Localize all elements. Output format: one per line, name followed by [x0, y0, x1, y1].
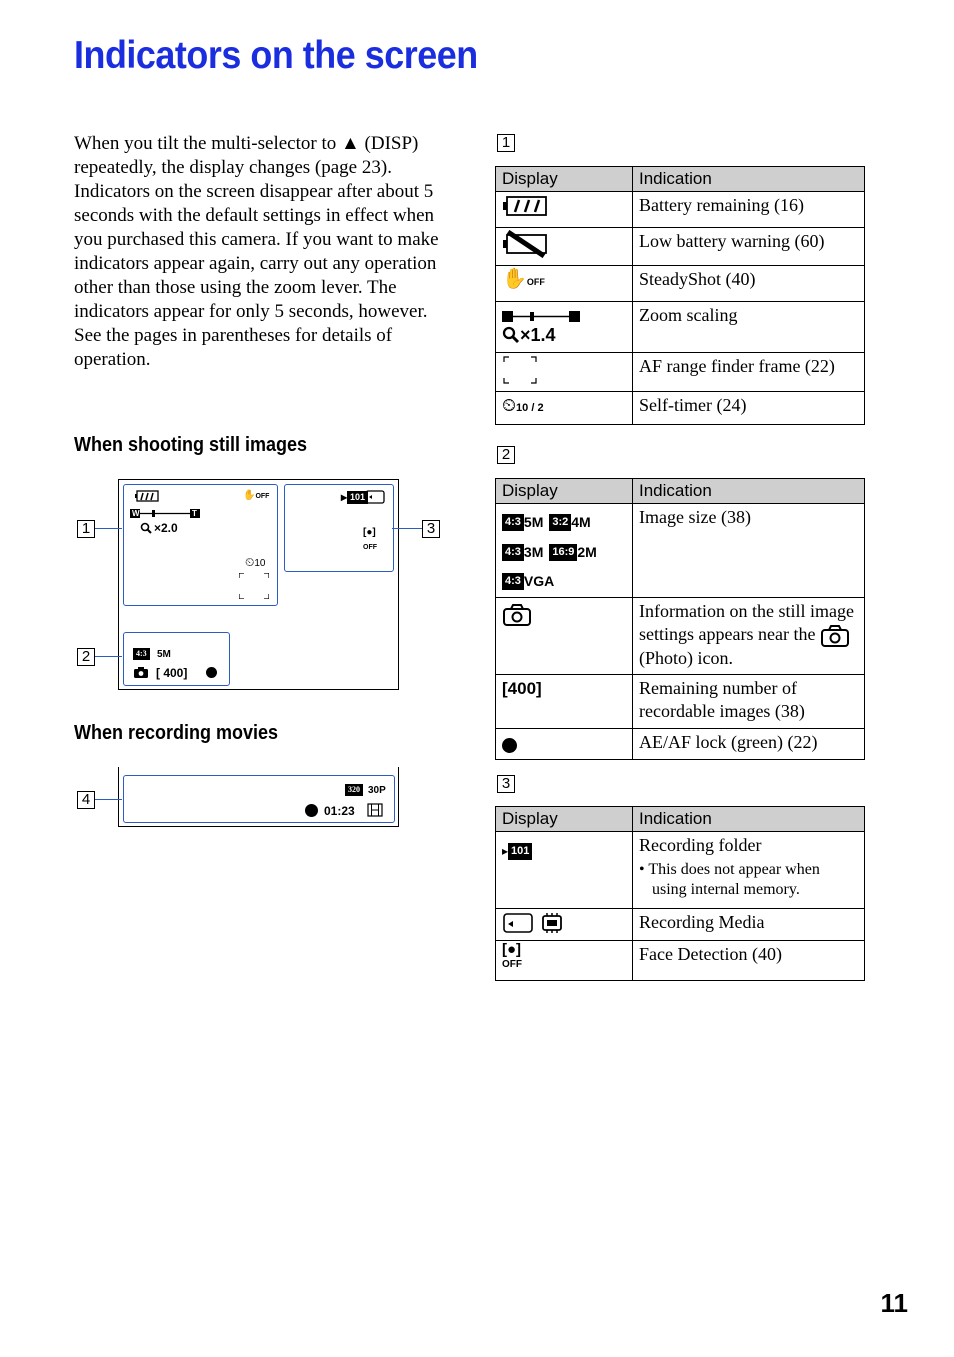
section-number-3: 3 [497, 775, 515, 793]
still-screen-diagram [118, 479, 399, 690]
table-cell-indication [633, 598, 865, 675]
table-cell-display [496, 353, 633, 392]
table-cell-indication: Zoom scaling [633, 302, 865, 353]
column-header-display: Display [496, 807, 633, 832]
image-ratio-badge: 4:3 [133, 648, 150, 660]
table-cell-indication: Remaining number of recordable images (38) [633, 675, 865, 729]
movie-screen-diagram [118, 767, 399, 827]
table-cell-indication: AF range finder frame (22) [633, 353, 865, 392]
magnifier-icon [140, 522, 152, 534]
intro-paragraph-2: Indicators on the screen disappear after about 5 seconds with the default settings in effect when you purchased this camera. If you want to make indicators appear again, carry out any operation other than those using the zoom lever. The indicators appear for only 5 seconds, however. [74, 181, 439, 322]
table-cell-display [496, 504, 633, 598]
section-number-2: 2 [497, 446, 515, 464]
self-timer-value: 10 [254, 558, 266, 569]
remaining-count-display: [400] [496, 675, 633, 729]
zoom-t-label: T [192, 509, 197, 518]
ratio-badge: 4:3 [502, 514, 524, 531]
recording-folder-text: Recording folder [639, 835, 762, 855]
page-number: 11 [880, 1288, 908, 1318]
ratio-badge: 4:3 [502, 573, 524, 590]
still-images-heading: When shooting still images [74, 434, 308, 456]
table-cell-display [496, 909, 633, 941]
column-header-indication: Indication [633, 167, 865, 192]
page-title: Indicators on the screen [74, 34, 478, 77]
zoom-bar-icon [130, 508, 200, 519]
magnifier-icon [502, 326, 520, 344]
intro-paragraph-1: When you tilt the multi-selector to ▲ (DISP) repeatedly, the display changes (page 23). [74, 133, 419, 178]
self-timer-icon: ⏲10 / 2 [502, 395, 544, 415]
zoom-w-label: W [132, 509, 140, 518]
internal-memory-icon [539, 912, 565, 934]
table-cell-indication: Image size (38) [633, 504, 865, 598]
memory-card-icon [502, 912, 534, 934]
table-cell-indication: AE/AF lock (green) (22) [633, 729, 865, 760]
table-cell-display [496, 228, 633, 266]
leader-line-4 [95, 799, 122, 800]
table-cell-display [496, 729, 633, 760]
table-cell-indication: Self-timer (24) [633, 392, 865, 425]
label-box-2: 2 [77, 648, 95, 666]
zoom-scaling-icon [502, 324, 556, 344]
image-size-value: 5M [157, 649, 171, 660]
movie-time: 01:23 [324, 804, 355, 818]
movie-size-badge: 320 [345, 784, 363, 796]
size-label: VGA [523, 573, 555, 590]
zoom-scaling-bar-icon [502, 310, 580, 323]
face-detection-off-icon: [●] OFF [502, 941, 522, 970]
film-icon [367, 803, 383, 817]
folder-number: 101 [347, 491, 368, 504]
movie-fps: 30P [368, 785, 386, 796]
indicator-table-3 [495, 806, 865, 981]
table-cell-display [496, 302, 633, 353]
battery-full-icon [502, 195, 548, 217]
recording-media-icon [365, 490, 385, 504]
steadyshot-off-icon: ✋OFF [502, 268, 545, 290]
label-box-3: 3 [422, 520, 440, 538]
remaining-count: [ 400] [156, 666, 188, 680]
battery-empty-icon [502, 230, 548, 258]
column-header-indication: Indication [633, 807, 865, 832]
ratio-badge: 4:3 [502, 544, 524, 561]
leader-line-3 [392, 528, 422, 529]
table-cell-display [496, 598, 633, 675]
record-dot-icon [305, 804, 318, 817]
image-size-icons [502, 510, 626, 534]
table-cell-indication: Battery remaining (16) [633, 192, 865, 228]
photo-info-text: Information on the still image settings appears near the [639, 601, 854, 645]
table-cell-indication: Low battery warning (60) [633, 228, 865, 266]
af-frame-icon [502, 355, 538, 385]
camera-icon [820, 625, 850, 647]
size-label: 4M [571, 513, 591, 530]
recording-folder-icon: ▸ 101 [341, 490, 368, 504]
column-header-display: Display [496, 167, 633, 192]
label-box-1: 1 [77, 520, 95, 538]
table-cell-display [496, 941, 633, 981]
size-label: 5M [523, 513, 544, 530]
af-frame-icon [239, 573, 269, 599]
photo-info-text-end: (Photo) icon. [639, 648, 733, 669]
table-cell-indication: Recording Media [633, 909, 865, 941]
column-header-display: Display [496, 479, 633, 504]
recording-media-icon [502, 912, 565, 932]
ae-af-lock-icon [502, 738, 517, 753]
label-box-4: 4 [77, 791, 95, 809]
ratio-badge: 16:9 [549, 544, 577, 561]
face-detection-off-icon: [●] OFF [363, 527, 377, 551]
table-cell-indication [633, 832, 865, 909]
leader-line-2 [95, 656, 122, 657]
table-cell-display [496, 266, 633, 302]
intro-paragraph-3: See the pages in parentheses for details of operation. [74, 325, 393, 370]
table-cell-indication: SteadyShot (40) [633, 266, 865, 302]
table-cell-indication: Face Detection (40) [633, 941, 865, 981]
camera-icon [133, 666, 149, 679]
folder-number: 101 [508, 843, 532, 860]
size-label: 3M [523, 543, 544, 560]
ratio-badge: 3:2 [549, 514, 571, 531]
section-number-1: 1 [497, 134, 515, 152]
intro-text [74, 132, 454, 372]
indicator-table-1 [495, 166, 865, 425]
zoom-scaling-value: ×1.4 [520, 324, 556, 345]
leader-line-1 [95, 528, 122, 529]
table-cell-display [496, 832, 633, 909]
indicator-table-2 [495, 478, 865, 760]
camera-icon [502, 604, 532, 626]
battery-full-icon [135, 490, 159, 502]
movie-heading: When recording movies [74, 722, 279, 744]
recording-folder-note: • This does not appear when using internal memory. [639, 861, 820, 898]
column-header-indication: Indication [633, 479, 865, 504]
steadyshot-off-icon: ✋OFF [243, 490, 270, 501]
zoom-scale-value: ×2.0 [154, 521, 178, 535]
self-timer-icon: ⏲10 [245, 555, 266, 569]
ae-af-lock-icon [206, 667, 217, 678]
self-timer-values: 10 / 2 [516, 402, 544, 414]
size-label: 2M [577, 543, 597, 560]
recording-folder-icon: ▸ 101 [502, 840, 532, 863]
table-cell-display [496, 392, 633, 425]
table-cell-display [496, 192, 633, 228]
